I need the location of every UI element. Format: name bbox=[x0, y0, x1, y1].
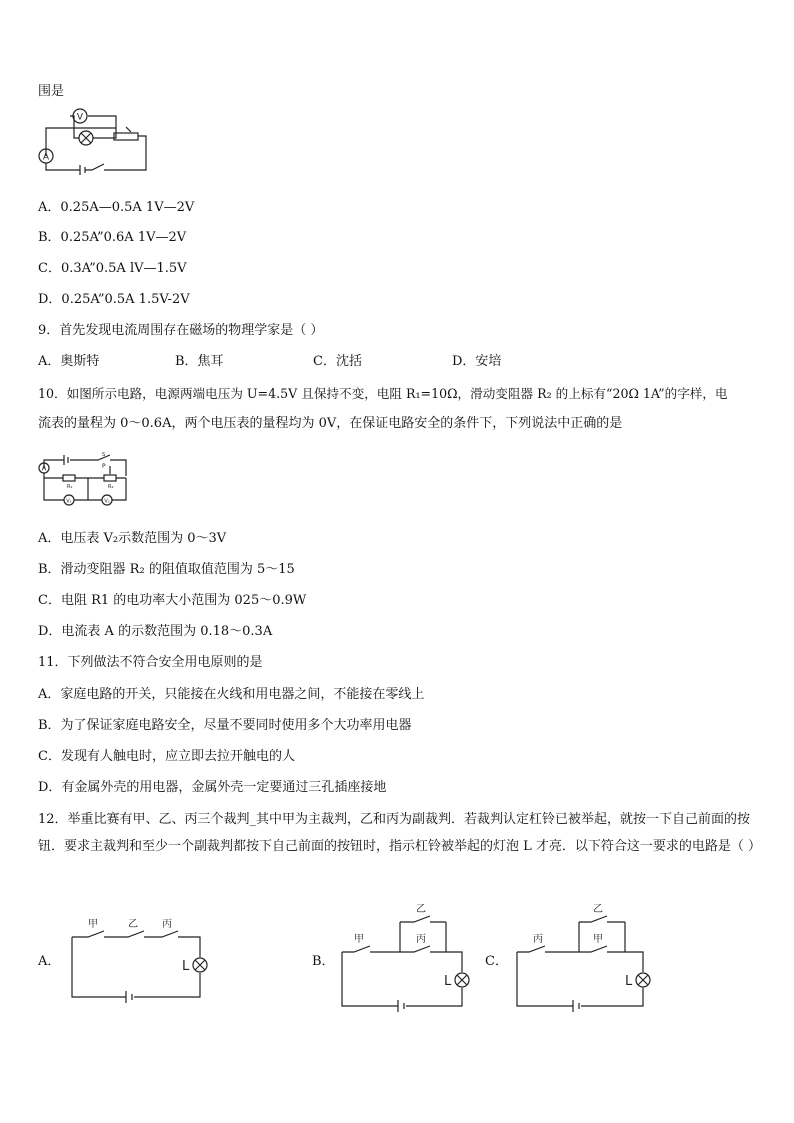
q12-option-b-label: B． bbox=[312, 954, 335, 969]
switch-label-yi: 乙 bbox=[128, 919, 138, 930]
q8-option-c: C．0.3A”0.5A lV—1.5V bbox=[38, 261, 187, 276]
q8-switch-icon bbox=[85, 164, 104, 170]
svg-text:A: A bbox=[42, 152, 50, 163]
q11-option-b: B．为了保证家庭电路安全，尽量不要同时使用多个大功率用电器 bbox=[38, 718, 412, 733]
svg-text:L: L bbox=[182, 959, 190, 974]
q12-stem: 12．举重比赛有甲、乙、丙三个裁判_其中甲为主裁判，乙和丙为副裁判．若裁判认定杠铃已被举起，就按一下自己前面的按钮．要求主裁判和至少一个副裁判都按下自己前面的按钮时，指示杠铃被举起的灯泡 L 才亮．以下符合这一要求的电路是（ ） bbox=[38, 812, 762, 854]
q10-circuit-figure bbox=[38, 452, 130, 510]
q12-option-a-label: A． bbox=[38, 954, 61, 969]
svg-text:V₂: V₂ bbox=[104, 498, 110, 505]
q10-r1-icon bbox=[63, 475, 75, 481]
q11-option-d: D．有金属外壳的用电器，金属外壳一定要通过三孔插座接地 bbox=[38, 780, 387, 795]
q11-stem: 11．下列做法不符合安全用电原则的是 bbox=[38, 655, 263, 670]
battery-icon bbox=[126, 991, 132, 1003]
q8-circuit-figure bbox=[36, 108, 156, 180]
q10-stem-line2: 流表的量程为 0～0.6A，两个电压表的量程均为 0V，在保证电路安全的条件下，下列说法中正确的是 bbox=[38, 416, 623, 431]
switch-label-jia: 甲 bbox=[88, 919, 98, 930]
q10-option-a: A．电压表 V₂示数范围为 0～3V bbox=[38, 531, 227, 546]
q9-option-d: D．安培 bbox=[452, 354, 502, 369]
q9-option-b: B．焦耳 bbox=[175, 354, 224, 369]
switch-label-bing: 丙 bbox=[162, 919, 172, 930]
q12-circuit-c bbox=[505, 900, 655, 1010]
q8-rheostat-icon bbox=[114, 133, 138, 140]
q10-option-c: C．电阻 R1 的电功率大小范围为 025～0.9W bbox=[38, 593, 307, 608]
q10-stem-line1: 10．如图所示电路，电源两端电压为 U=4.5V 且保持不变，电阻 R₁=10Ω，滑动变阻器 R₂ 的上标有“20Ω 1A”的字样，电 bbox=[38, 386, 728, 401]
switch-label-jia: 甲 bbox=[354, 934, 364, 945]
switch-label-jia: 甲 bbox=[593, 934, 603, 945]
q8-option-a: A．0.25A—0.5A 1V—2V bbox=[38, 200, 195, 215]
q8-option-d: D．0.25A”0.5A 1.5V-2V bbox=[38, 292, 190, 307]
q12-circuit-b bbox=[330, 900, 480, 1010]
q9-option-a: A．奥斯特 bbox=[38, 354, 100, 369]
switch-label-bing: 丙 bbox=[533, 934, 543, 945]
q10-option-b: B．滑动变阻器 R₂ 的阻值取值范围为 5～15 bbox=[38, 562, 295, 577]
svg-text:S: S bbox=[102, 452, 106, 458]
svg-text:R₂: R₂ bbox=[108, 484, 114, 490]
q9-stem: 9．首先发现电流周围存在磁场的物理学家是（ ） bbox=[38, 323, 324, 338]
switch-label-yi: 乙 bbox=[416, 904, 426, 915]
svg-text:A: A bbox=[41, 464, 47, 473]
q10-r2-icon bbox=[104, 475, 116, 481]
q8-battery-icon bbox=[80, 165, 85, 175]
q12-option-c-label: C． bbox=[485, 954, 508, 969]
battery-icon bbox=[398, 1000, 404, 1012]
q8-option-b: B．0.25A”0.6A 1V—2V bbox=[38, 230, 187, 245]
q10-battery-icon bbox=[64, 455, 68, 465]
svg-text:L: L bbox=[444, 974, 452, 989]
q10-option-d: D．电流表 A 的示数范围为 0.18～0.3A bbox=[38, 624, 273, 639]
switch-label-bing: 丙 bbox=[416, 934, 426, 945]
q11-option-c: C．发现有人触电时，应立即去拉开触电的人 bbox=[38, 749, 295, 764]
svg-text:R₁: R₁ bbox=[67, 484, 73, 490]
q11-option-a: A．家庭电路的开关，只能接在火线和用电器之间，不能接在零线上 bbox=[38, 687, 425, 702]
svg-text:V₁: V₁ bbox=[66, 498, 72, 505]
q9-option-c: C．沈括 bbox=[313, 354, 362, 369]
svg-text:L: L bbox=[625, 974, 633, 989]
q8-stem-end: 围是 bbox=[38, 84, 65, 99]
svg-text:P: P bbox=[102, 463, 106, 470]
svg-text:V: V bbox=[76, 112, 84, 123]
battery-icon bbox=[573, 1000, 579, 1012]
q12-circuit-a bbox=[60, 915, 220, 1005]
switch-label-yi: 乙 bbox=[593, 904, 603, 915]
